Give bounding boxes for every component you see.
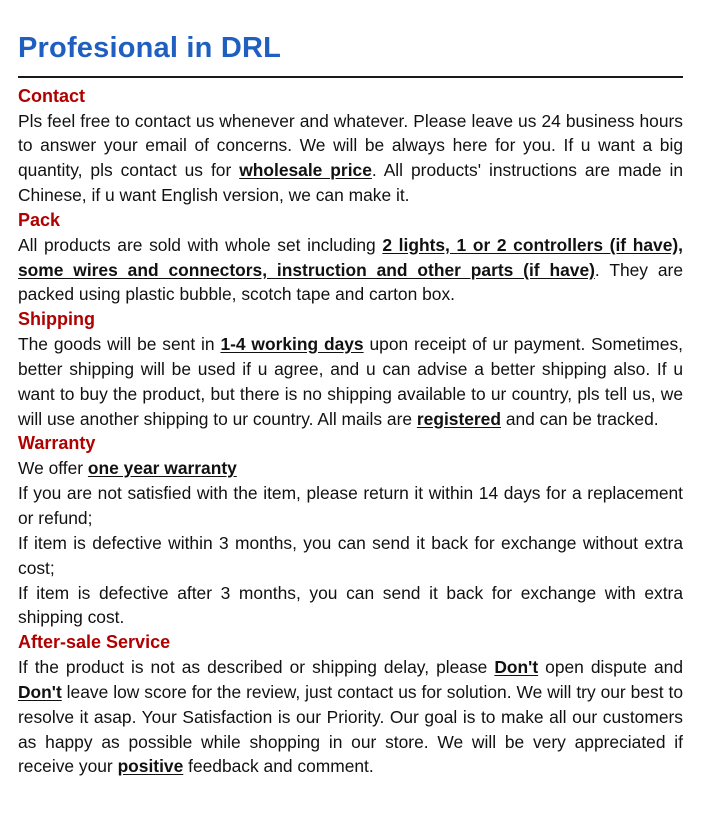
paragraph-text: leave low score for the review, just contact us for solution. We will try our best to resolve it asap. Your Satisfaction is our Priority. Our goal is to make all our customers as happy as possible while shopping in our store. We will be very appreciated if receive your bbox=[18, 681, 683, 777]
emphasized-text: positive bbox=[117, 756, 184, 777]
paragraph-text: . They are packed using plastic bubble, scotch tape and carton box. bbox=[18, 259, 683, 305]
paragraph-text: If the product is not as described or shipping delay, please bbox=[18, 656, 495, 677]
section-after-sale-service bbox=[18, 630, 683, 779]
paragraph-text: If item is defective after 3 months, you can send it back for exchange with extra shipping cost. bbox=[18, 582, 683, 628]
section-paragraph bbox=[18, 332, 683, 432]
section-heading: Contact bbox=[18, 86, 85, 106]
section-heading: After-sale Service bbox=[18, 632, 171, 653]
section-paragraph bbox=[18, 481, 683, 531]
paragraph-text: upon receipt of ur payment. Sometimes, better shipping will be used if u agree, and u can advise a better shipping also. If u want to buy the product, but there is no shipping available to ur country, pls tell us, we will use another shipping to ur country. All mails are bbox=[18, 333, 683, 429]
section-shipping bbox=[18, 307, 683, 431]
paragraph-text: If you are not satisfied with the item, please return it within 14 days for a replacement or refund; bbox=[18, 482, 683, 528]
section-heading: Warranty bbox=[18, 433, 96, 454]
policy-sections bbox=[18, 84, 683, 779]
section-paragraph bbox=[18, 655, 683, 780]
emphasized-text: Don't bbox=[18, 681, 62, 702]
emphasized-text: one year warranty bbox=[87, 457, 237, 478]
section-warranty bbox=[18, 431, 683, 630]
page-title: Profesional in DRL bbox=[18, 32, 282, 64]
paragraph-text: feedback and comment. bbox=[183, 756, 374, 777]
paragraph-text: If item is defective within 3 months, you can send it back for exchange without extra cost; bbox=[18, 532, 683, 578]
emphasized-text: Don't bbox=[494, 656, 539, 677]
emphasized-text: 2 lights, 1 or 2 controllers (if have), some wires and connectors, instruction and other parts (if have) bbox=[18, 234, 683, 280]
title-divider bbox=[18, 76, 683, 78]
paragraph-text: The goods will be sent in bbox=[18, 333, 221, 354]
section-heading: Shipping bbox=[18, 309, 95, 330]
paragraph-text: . All products' instructions are made in Chinese, if u want English version, we can make it. bbox=[18, 160, 683, 206]
section-paragraph bbox=[18, 456, 683, 481]
emphasized-text: registered bbox=[416, 408, 501, 429]
section-pack bbox=[18, 208, 683, 307]
paragraph-text: All products are sold with whole set including bbox=[18, 234, 383, 255]
paragraph-text: Pls feel free to contact us whenever and whatever. Please leave us 24 business hours to answer your email of concerns. We will be always here for you. If u want a big quantity, pls contact us for bbox=[18, 110, 683, 181]
paragraph-text: and can be tracked. bbox=[500, 408, 659, 429]
emphasized-text: 1-4 working days bbox=[220, 333, 364, 354]
section-heading: Pack bbox=[18, 210, 61, 231]
paragraph-text: We offer bbox=[18, 457, 88, 478]
section-contact bbox=[18, 84, 683, 208]
section-paragraph bbox=[18, 109, 683, 209]
section-paragraph bbox=[18, 233, 683, 308]
section-paragraph bbox=[18, 531, 683, 581]
paragraph-text: open dispute and bbox=[538, 656, 684, 677]
section-paragraph bbox=[18, 581, 683, 631]
emphasized-text: wholesale price bbox=[239, 160, 372, 181]
